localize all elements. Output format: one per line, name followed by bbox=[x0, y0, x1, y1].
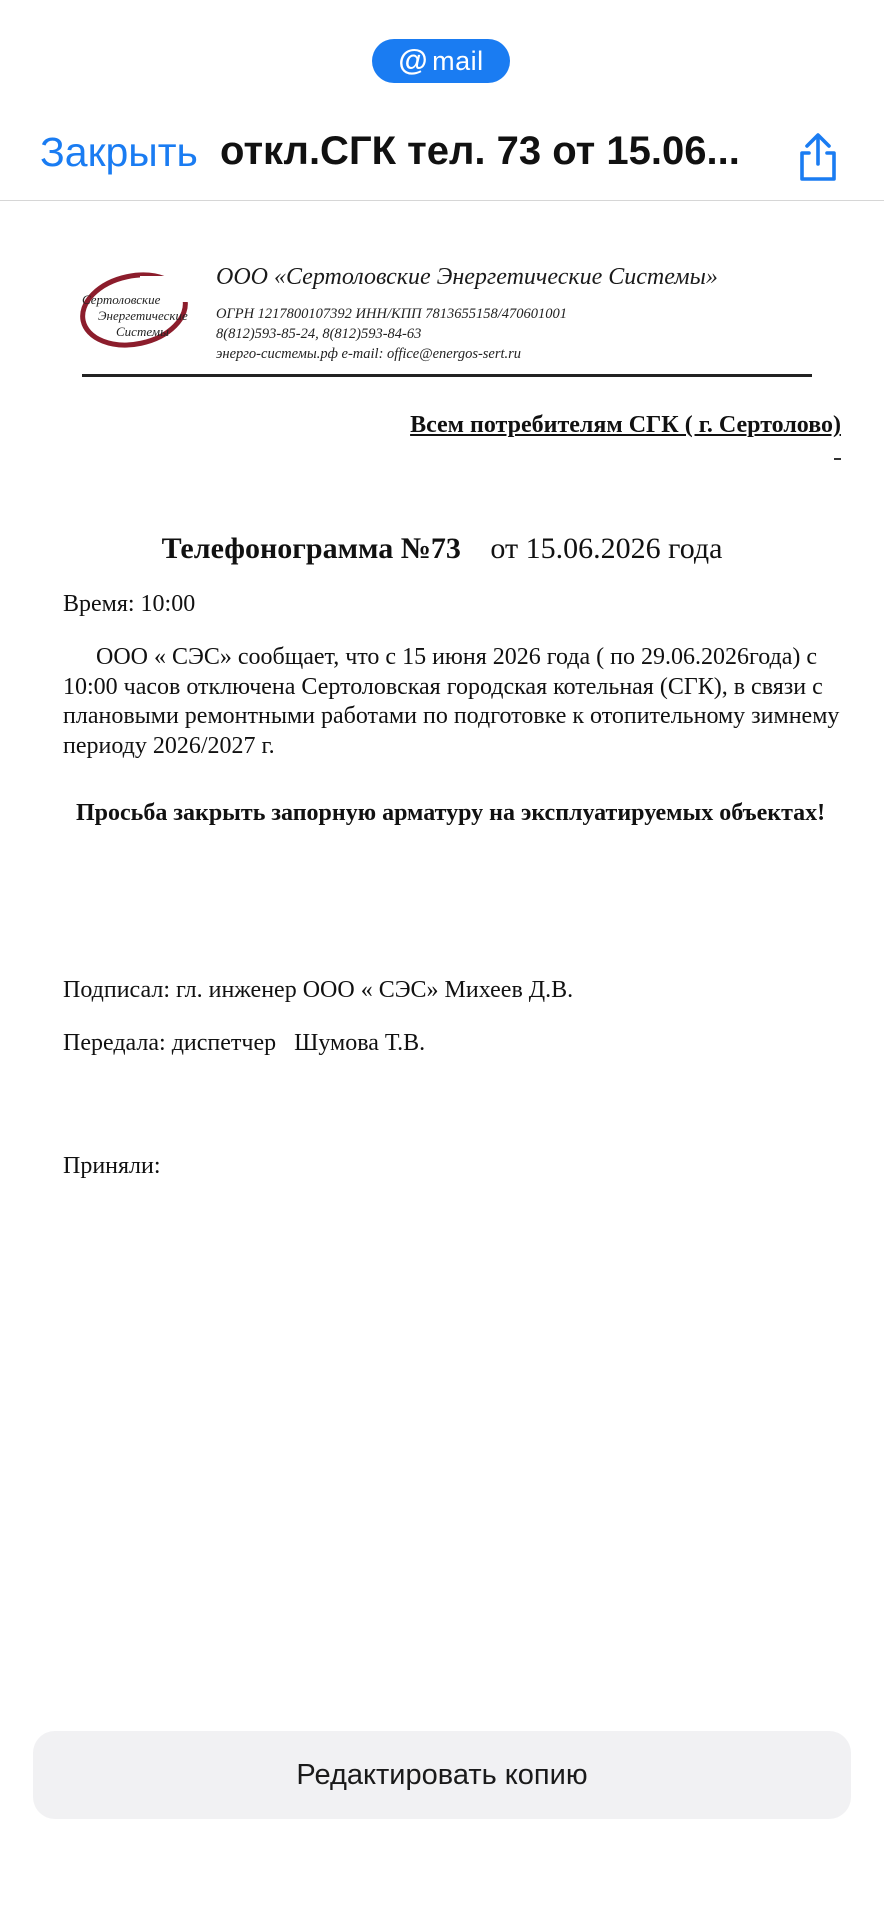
company-contacts: энерго-системы.рф e-mail: office@energos-sert.ru bbox=[216, 346, 522, 362]
edit-copy-button[interactable]: Редактировать копию bbox=[33, 1731, 851, 1819]
document-title: откл.СГК тел. 73 от 15.06... bbox=[220, 129, 740, 173]
logo-text-3: Системы bbox=[116, 324, 169, 339]
at-icon: @ bbox=[398, 44, 429, 77]
company-registration: ОГРН 1217800107392 ИНН/КПП 7813655158/470601001 bbox=[216, 306, 567, 322]
transferred-by: Передала: диспетчер Шумова Т.В. bbox=[63, 1030, 426, 1056]
notice-body: ООО « СЭС» сообщает, что с 15 июня 2026 года ( по 29.06.2026года) с 10:00 часов отключена Сертоловская городская котельная (СГК), в связи с плановыми ремонтными работами по подготовке к отопительному зимнему периоду 2026/2027 г. bbox=[63, 644, 840, 759]
signed-by: Подписал: гл. инженер ООО « СЭС» Михеев Д.В. bbox=[63, 977, 574, 1003]
logo-text-1: Сертоловские bbox=[82, 292, 161, 307]
telephonogram-date: от 15.06.2026 года bbox=[490, 532, 723, 565]
logo-text-2: Энергетические bbox=[98, 308, 188, 323]
share-icon bbox=[794, 131, 842, 183]
recipient-line: Всем потребителям СГК ( г. Сертолово) bbox=[410, 412, 841, 438]
mail-brand-badge bbox=[372, 39, 510, 83]
share-button[interactable] bbox=[794, 131, 842, 183]
company-logo bbox=[76, 270, 201, 350]
close-button[interactable]: Закрыть bbox=[40, 129, 198, 175]
time-line: Время: 10:00 bbox=[63, 591, 196, 617]
letterhead-divider bbox=[82, 374, 812, 377]
accepted-by: Приняли: bbox=[63, 1153, 161, 1179]
dash-mark bbox=[834, 458, 841, 460]
letterhead bbox=[76, 256, 816, 378]
telephonogram-number: Телефонограмма №73 bbox=[161, 532, 461, 565]
request-text: Просьба закрыть запорную арматуру на эксплуатируемых объектах! bbox=[76, 800, 826, 826]
top-toolbar bbox=[0, 115, 884, 201]
company-name: ООО «Сертоловские Энергетические Системы» bbox=[216, 264, 718, 290]
telephonogram-heading bbox=[0, 532, 884, 566]
brand-label: mail bbox=[432, 45, 484, 76]
company-phones: 8(812)593-85-24, 8(812)593-84-63 bbox=[216, 326, 422, 342]
